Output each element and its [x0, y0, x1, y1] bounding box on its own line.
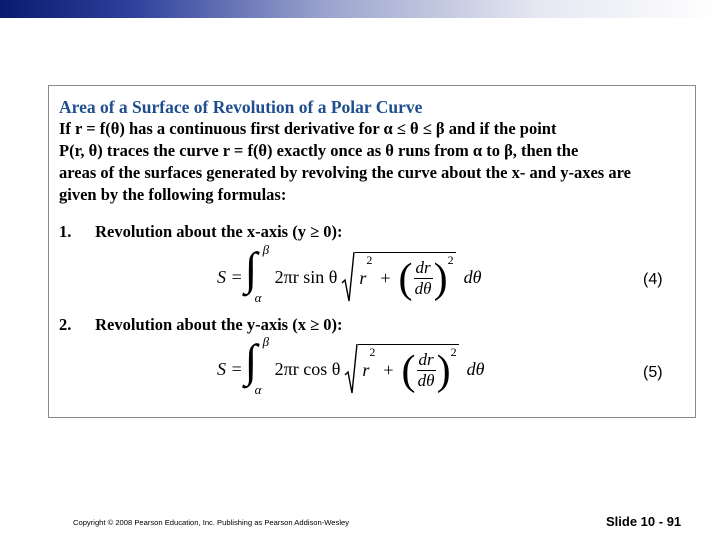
square-root [344, 343, 458, 395]
theorem-statement [59, 118, 662, 206]
item-number: 2. [59, 315, 72, 334]
upper-limit: β [262, 242, 270, 257]
statement-line: areas of the surfaces generated by revolving the curve about the x- and y-axes are [59, 163, 631, 182]
differential: dθ [466, 358, 485, 379]
formula-lhs: S = [217, 266, 243, 287]
square-root [341, 251, 455, 303]
derivative-fraction [417, 350, 436, 391]
exponent: 2 [369, 344, 376, 359]
upper-limit: β [262, 334, 270, 349]
item-text: Revolution about the x-axis (y ≥ 0): [95, 222, 343, 241]
formula-2 [217, 334, 485, 398]
integrand: 2πr sin θ [274, 266, 338, 287]
title-bar-gradient [0, 0, 720, 18]
lower-limit: α [254, 382, 262, 397]
plus-sign: + [380, 268, 391, 288]
equation-number: (4) [643, 271, 663, 288]
exponent: 2 [366, 252, 373, 267]
radical-sign-icon [344, 343, 358, 395]
theorem-box [48, 85, 696, 418]
equation-number: (5) [643, 364, 663, 381]
fraction-numerator: dr [418, 350, 434, 369]
formula-item-1-heading [59, 222, 343, 242]
radicand: r 2 + ( $\frac{dr}{d\theta}$ ) 2 [355, 252, 455, 303]
statement-line: P(r, θ) traces the curve r = f(θ) exactly once as θ runs from α to β, then the [59, 141, 579, 160]
radical-sign-icon [341, 251, 355, 303]
statement-line-text: If r = f(θ) has a continuous first derivative for α ≤ θ ≤ β and if the point [59, 119, 557, 138]
integral-sign: ∫ β α [244, 334, 270, 397]
formula-lhs: S = [217, 358, 243, 379]
slide-number: Slide 10 - 91 [606, 514, 682, 529]
theorem-title: Area of a Surface of Revolution of a Polar Curve [59, 97, 423, 117]
fraction-numerator: dr [415, 258, 431, 277]
plus-sign: + [383, 360, 394, 380]
fraction-denominator: dθ [417, 371, 435, 390]
copyright-footer: Copyright © 2008 Pearson Education, Inc. Publishing as Pearson Addison-Wesley [73, 518, 350, 527]
radicand-r: r [359, 268, 367, 288]
integrand: 2πr cos θ [274, 358, 341, 379]
formula-item-2-heading [59, 315, 343, 335]
radicand: r 2 + ( $\frac{dr}{d\theta}$ ) 2 [358, 344, 458, 395]
exponent: 2 [447, 252, 454, 267]
exponent: 2 [450, 344, 457, 359]
integral-sign: ∫ β α [244, 242, 270, 305]
item-text: Revolution about the y-axis (x ≥ 0): [95, 315, 343, 334]
item-number: 1. [59, 222, 72, 241]
radicand-r: r [362, 360, 370, 380]
fraction-denominator: dθ [414, 279, 432, 298]
statement-line: given by the following formulas: [59, 185, 287, 204]
derivative-fraction [414, 258, 433, 299]
differential: dθ [463, 266, 482, 287]
formula-1 [217, 242, 482, 306]
statement-line [59, 118, 662, 140]
lower-limit: α [254, 290, 262, 305]
